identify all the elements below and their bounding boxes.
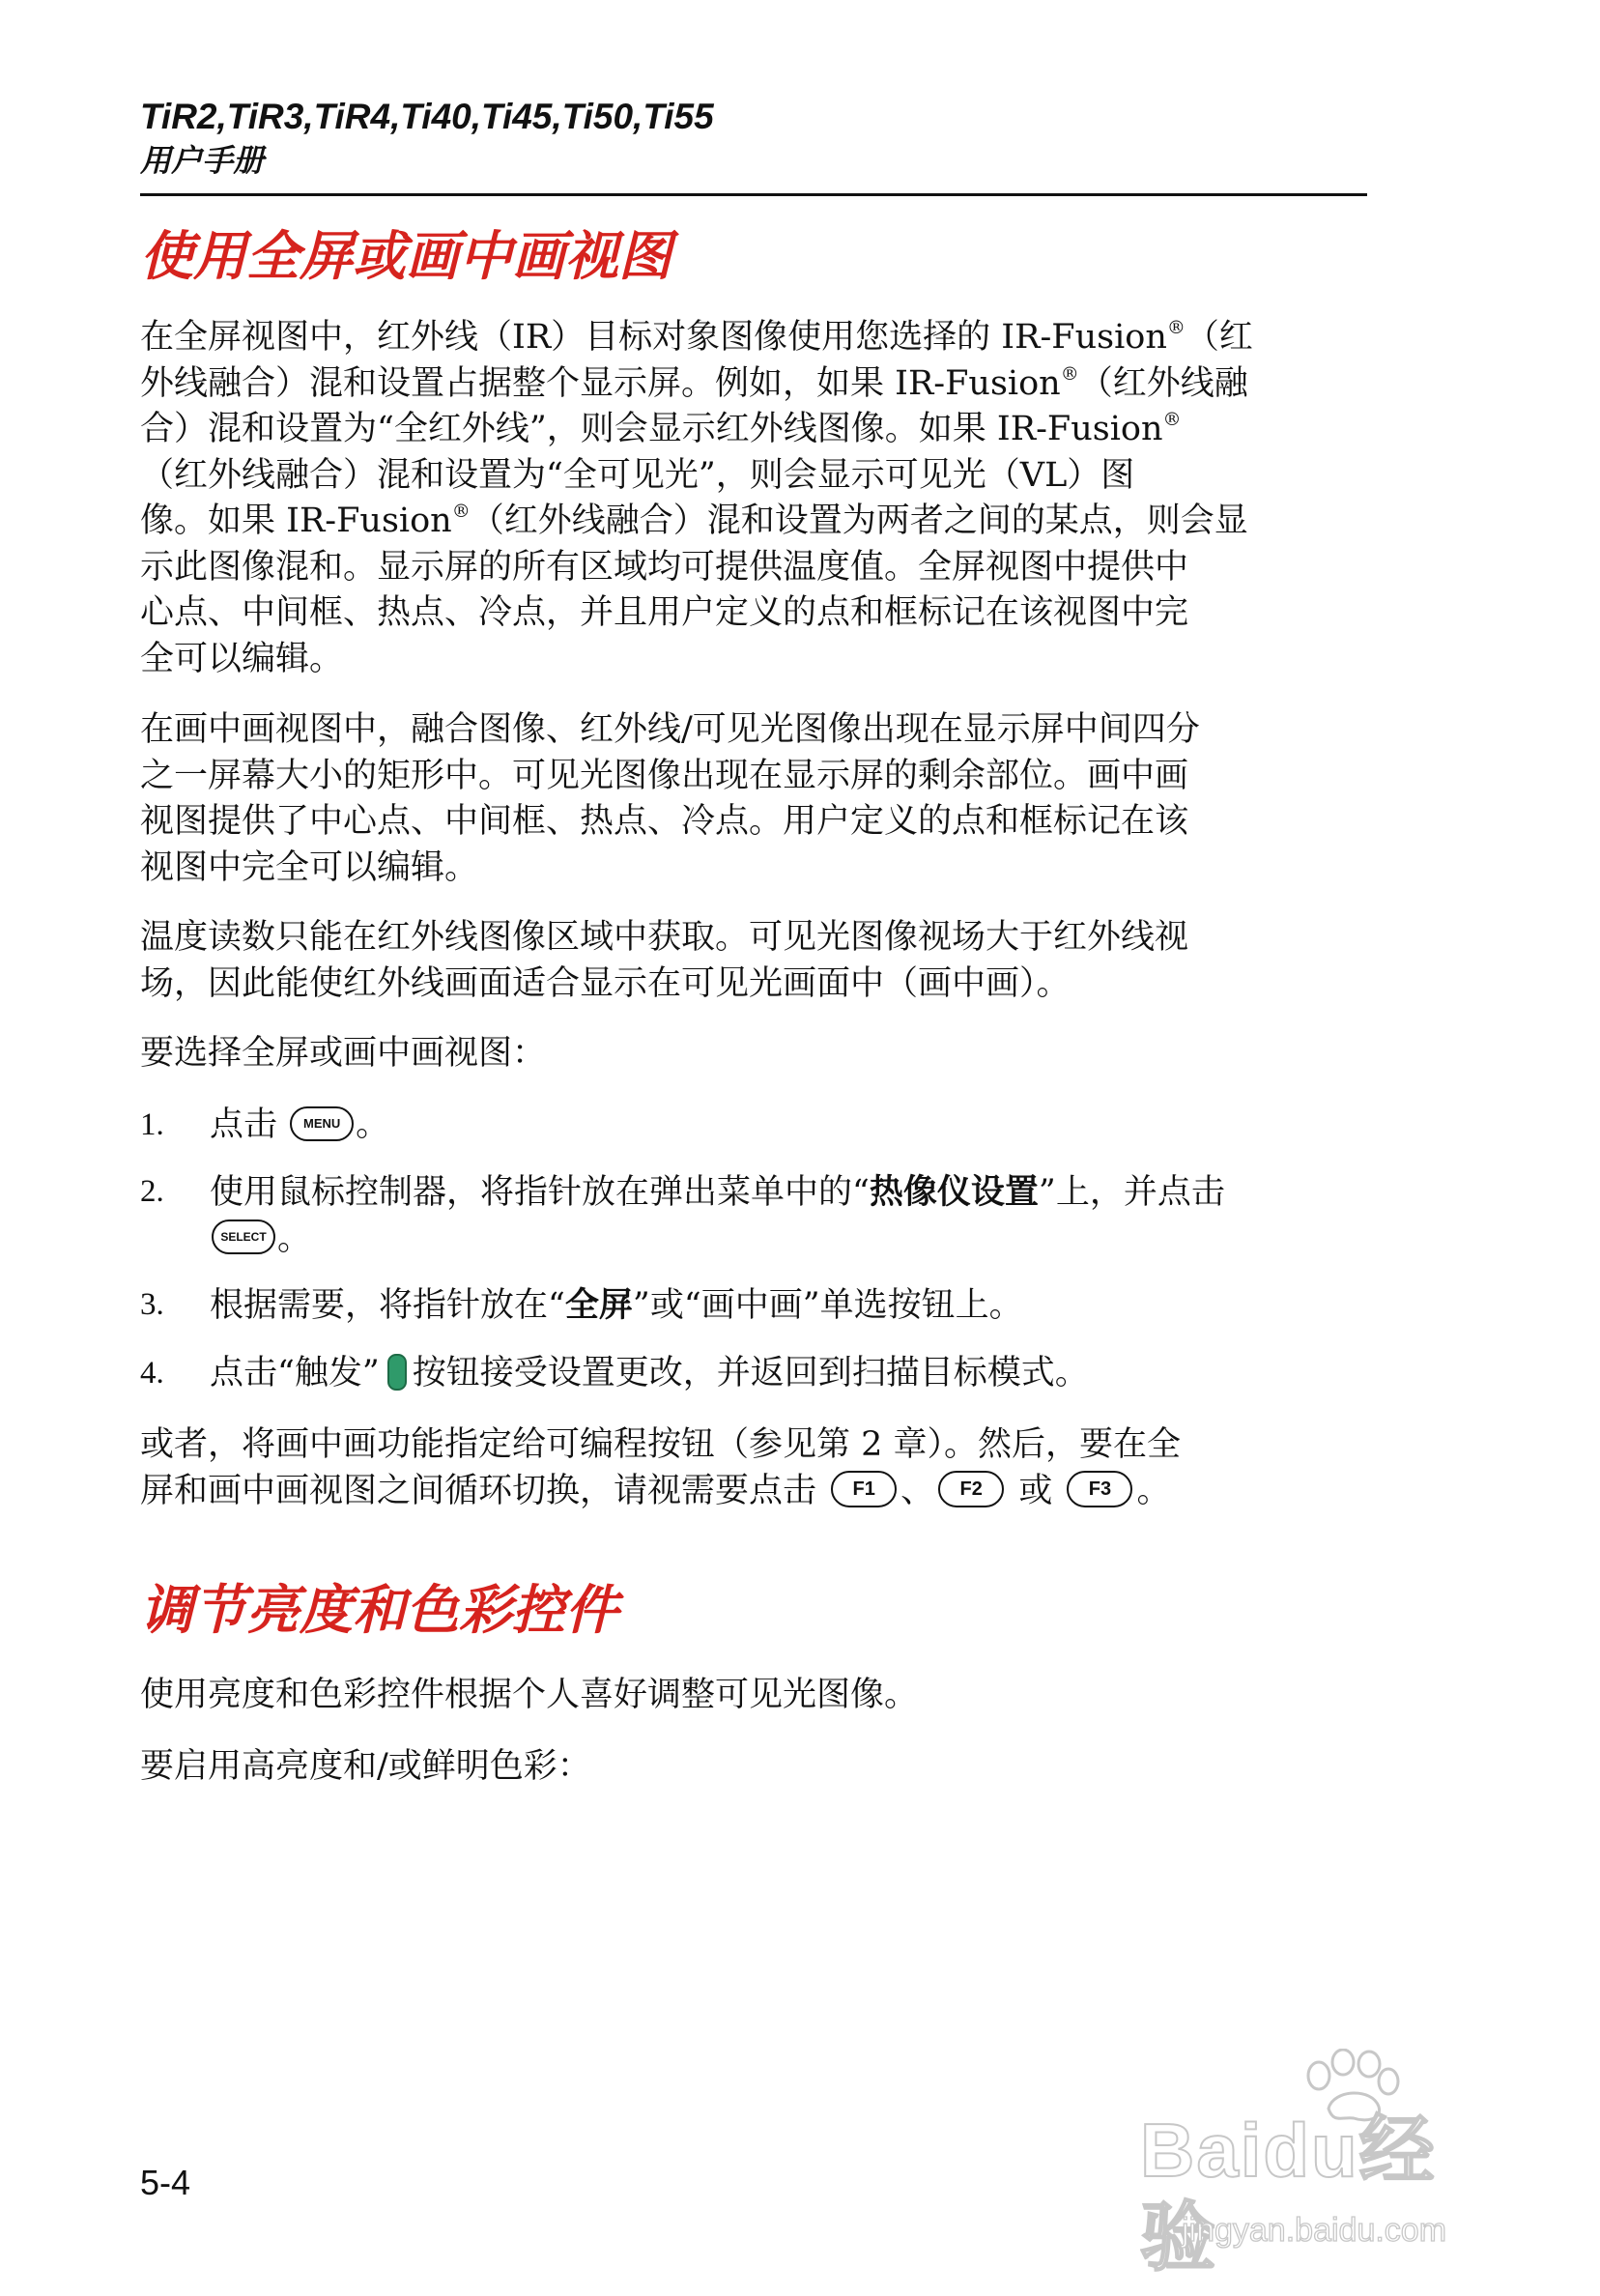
header-rule — [140, 193, 1367, 196]
paragraph-instructions-intro — [140, 1031, 1367, 1077]
registered-mark: ® — [1162, 409, 1182, 430]
menu-key-icon: MENU — [290, 1106, 354, 1141]
text-line: 之一屏幕大小的矩形中。可见光图像出现在显示屏的剩余部位。画中画 — [140, 756, 1189, 795]
separator-text: 、 — [900, 1471, 935, 1510]
step-text: 使用鼠标控制器，将指针放在弹出菜单中的“ — [210, 1173, 870, 1212]
text-line: 在画中画视图中，融合图像、红外线/可见光图像出现在显示屏中间四分 — [140, 710, 1200, 749]
select-key-icon: SELECT — [212, 1220, 275, 1254]
step-text: ”或“画中画”单选按钮上。 — [632, 1286, 1023, 1325]
text-line: 屏和画中画视图之间循环切换，请视需要点击 — [140, 1471, 817, 1510]
separator-text: 。 — [1136, 1471, 1171, 1510]
paragraph-fullscreen — [140, 315, 1367, 682]
section-title-fullscreen-pip: 使用全屏或画中画视图 — [140, 226, 672, 286]
text-line: 场，因此能使红外线画面适合显示在可见光画面中（画中画）。 — [140, 963, 1071, 1003]
text-line: （红 — [1185, 318, 1253, 357]
text-line: 视图中完全可以编辑。 — [140, 847, 479, 887]
step-text: 按钮接受设置更改，并返回到扫描目标模式。 — [412, 1354, 1089, 1392]
baidu-watermark — [1130, 2049, 1498, 2280]
step-text: 根据需要，将指针放在“ — [210, 1286, 565, 1325]
step-text: ”上，并点击 — [1038, 1173, 1225, 1212]
text-line: 合）混和设置为“全红外线”，则会显示红外线图像。如果 IR-Fusion — [140, 410, 1163, 448]
text-line: （红外线融合）混和设置为两者之间的某点，则会显 — [470, 502, 1248, 540]
menu-term-camera-settings: 热像仪设置 — [869, 1172, 1039, 1212]
paragraph-brightness-intro — [140, 1673, 1367, 1719]
text-line: 像。如果 IR-Fusion — [140, 502, 452, 540]
text-line: 在全屏视图中，红外线（IR）目标对象图像使用您选择的 IR-Fusion — [140, 318, 1167, 357]
trigger-button-icon — [387, 1354, 407, 1391]
step-text: 。 — [277, 1219, 312, 1258]
text-line: 视图提供了中心点、中间框、热点、冷点。用户定义的点和框标记在该 — [140, 802, 1189, 841]
watermark-url: jingyan.baidu.com — [1181, 2212, 1447, 2249]
step-text: 。 — [356, 1105, 390, 1144]
separator-text: 或 — [1018, 1471, 1053, 1510]
text-line: 要启用高亮度和/或鲜明色彩： — [140, 1747, 591, 1786]
step-number: 3. — [140, 1287, 164, 1322]
text-line: 温度读数只能在红外线图像区域中获取。可见光图像视场大于红外线视 — [140, 918, 1189, 957]
running-header — [140, 95, 1367, 182]
text-line: 外线融合）混和设置占据整个显示屏。例如，如果 IR-Fusion — [140, 363, 1061, 403]
paragraph-programmable-buttons — [140, 1422, 1367, 1514]
section-title-brightness-color: 调节亮度和色彩控件 — [140, 1580, 619, 1640]
step-text: 点击“触发” — [210, 1354, 380, 1392]
header-manual-title: 用户手册 — [140, 143, 265, 178]
paragraph-temperature — [140, 915, 1367, 1007]
text-line: （红外线融合）混和设置为“全可见光”，则会显示可见光（VL）图 — [140, 455, 1135, 495]
watermark-text: Baidu经验 — [1140, 2108, 1437, 2280]
header-models: TiR2,TiR3,TiR4,Ti40,Ti45,Ti50,Ti55 — [140, 97, 714, 136]
paragraph-brightness-instructions — [140, 1744, 1367, 1791]
f3-key-icon: F3 — [1067, 1471, 1132, 1507]
page-number: 5-4 — [140, 2163, 191, 2202]
text-line: 心点、中间框、热点、冷点，并且用户定义的点和框标记在该视图中完 — [140, 593, 1189, 632]
registered-mark: ® — [451, 501, 471, 522]
registered-mark: ® — [1166, 317, 1186, 338]
registered-mark: ® — [1060, 362, 1079, 385]
text-line: （红外线融 — [1078, 363, 1248, 403]
text-line: 示此图像混和。显示屏的所有区域均可提供温度值。全屏视图中提供中 — [140, 547, 1189, 587]
text-line: 要选择全屏或画中画视图： — [140, 1034, 547, 1073]
text-line: 或者，将画中画功能指定给可编程按钮（参见第 2 章）。然后，要在全 — [140, 1425, 1182, 1464]
option-term-fullscreen: 全屏 — [564, 1285, 633, 1325]
paragraph-pip — [140, 707, 1367, 891]
f1-key-icon: F1 — [831, 1471, 897, 1507]
step-number: 2. — [140, 1174, 164, 1209]
step-number: 4. — [140, 1356, 164, 1391]
f2-key-icon: F2 — [938, 1471, 1004, 1507]
text-line: 使用亮度和色彩控件根据个人喜好调整可见光图像。 — [140, 1676, 919, 1714]
step-text: 点击 — [210, 1105, 278, 1144]
text-line: 全可以编辑。 — [140, 639, 344, 678]
step-number: 1. — [140, 1107, 164, 1142]
